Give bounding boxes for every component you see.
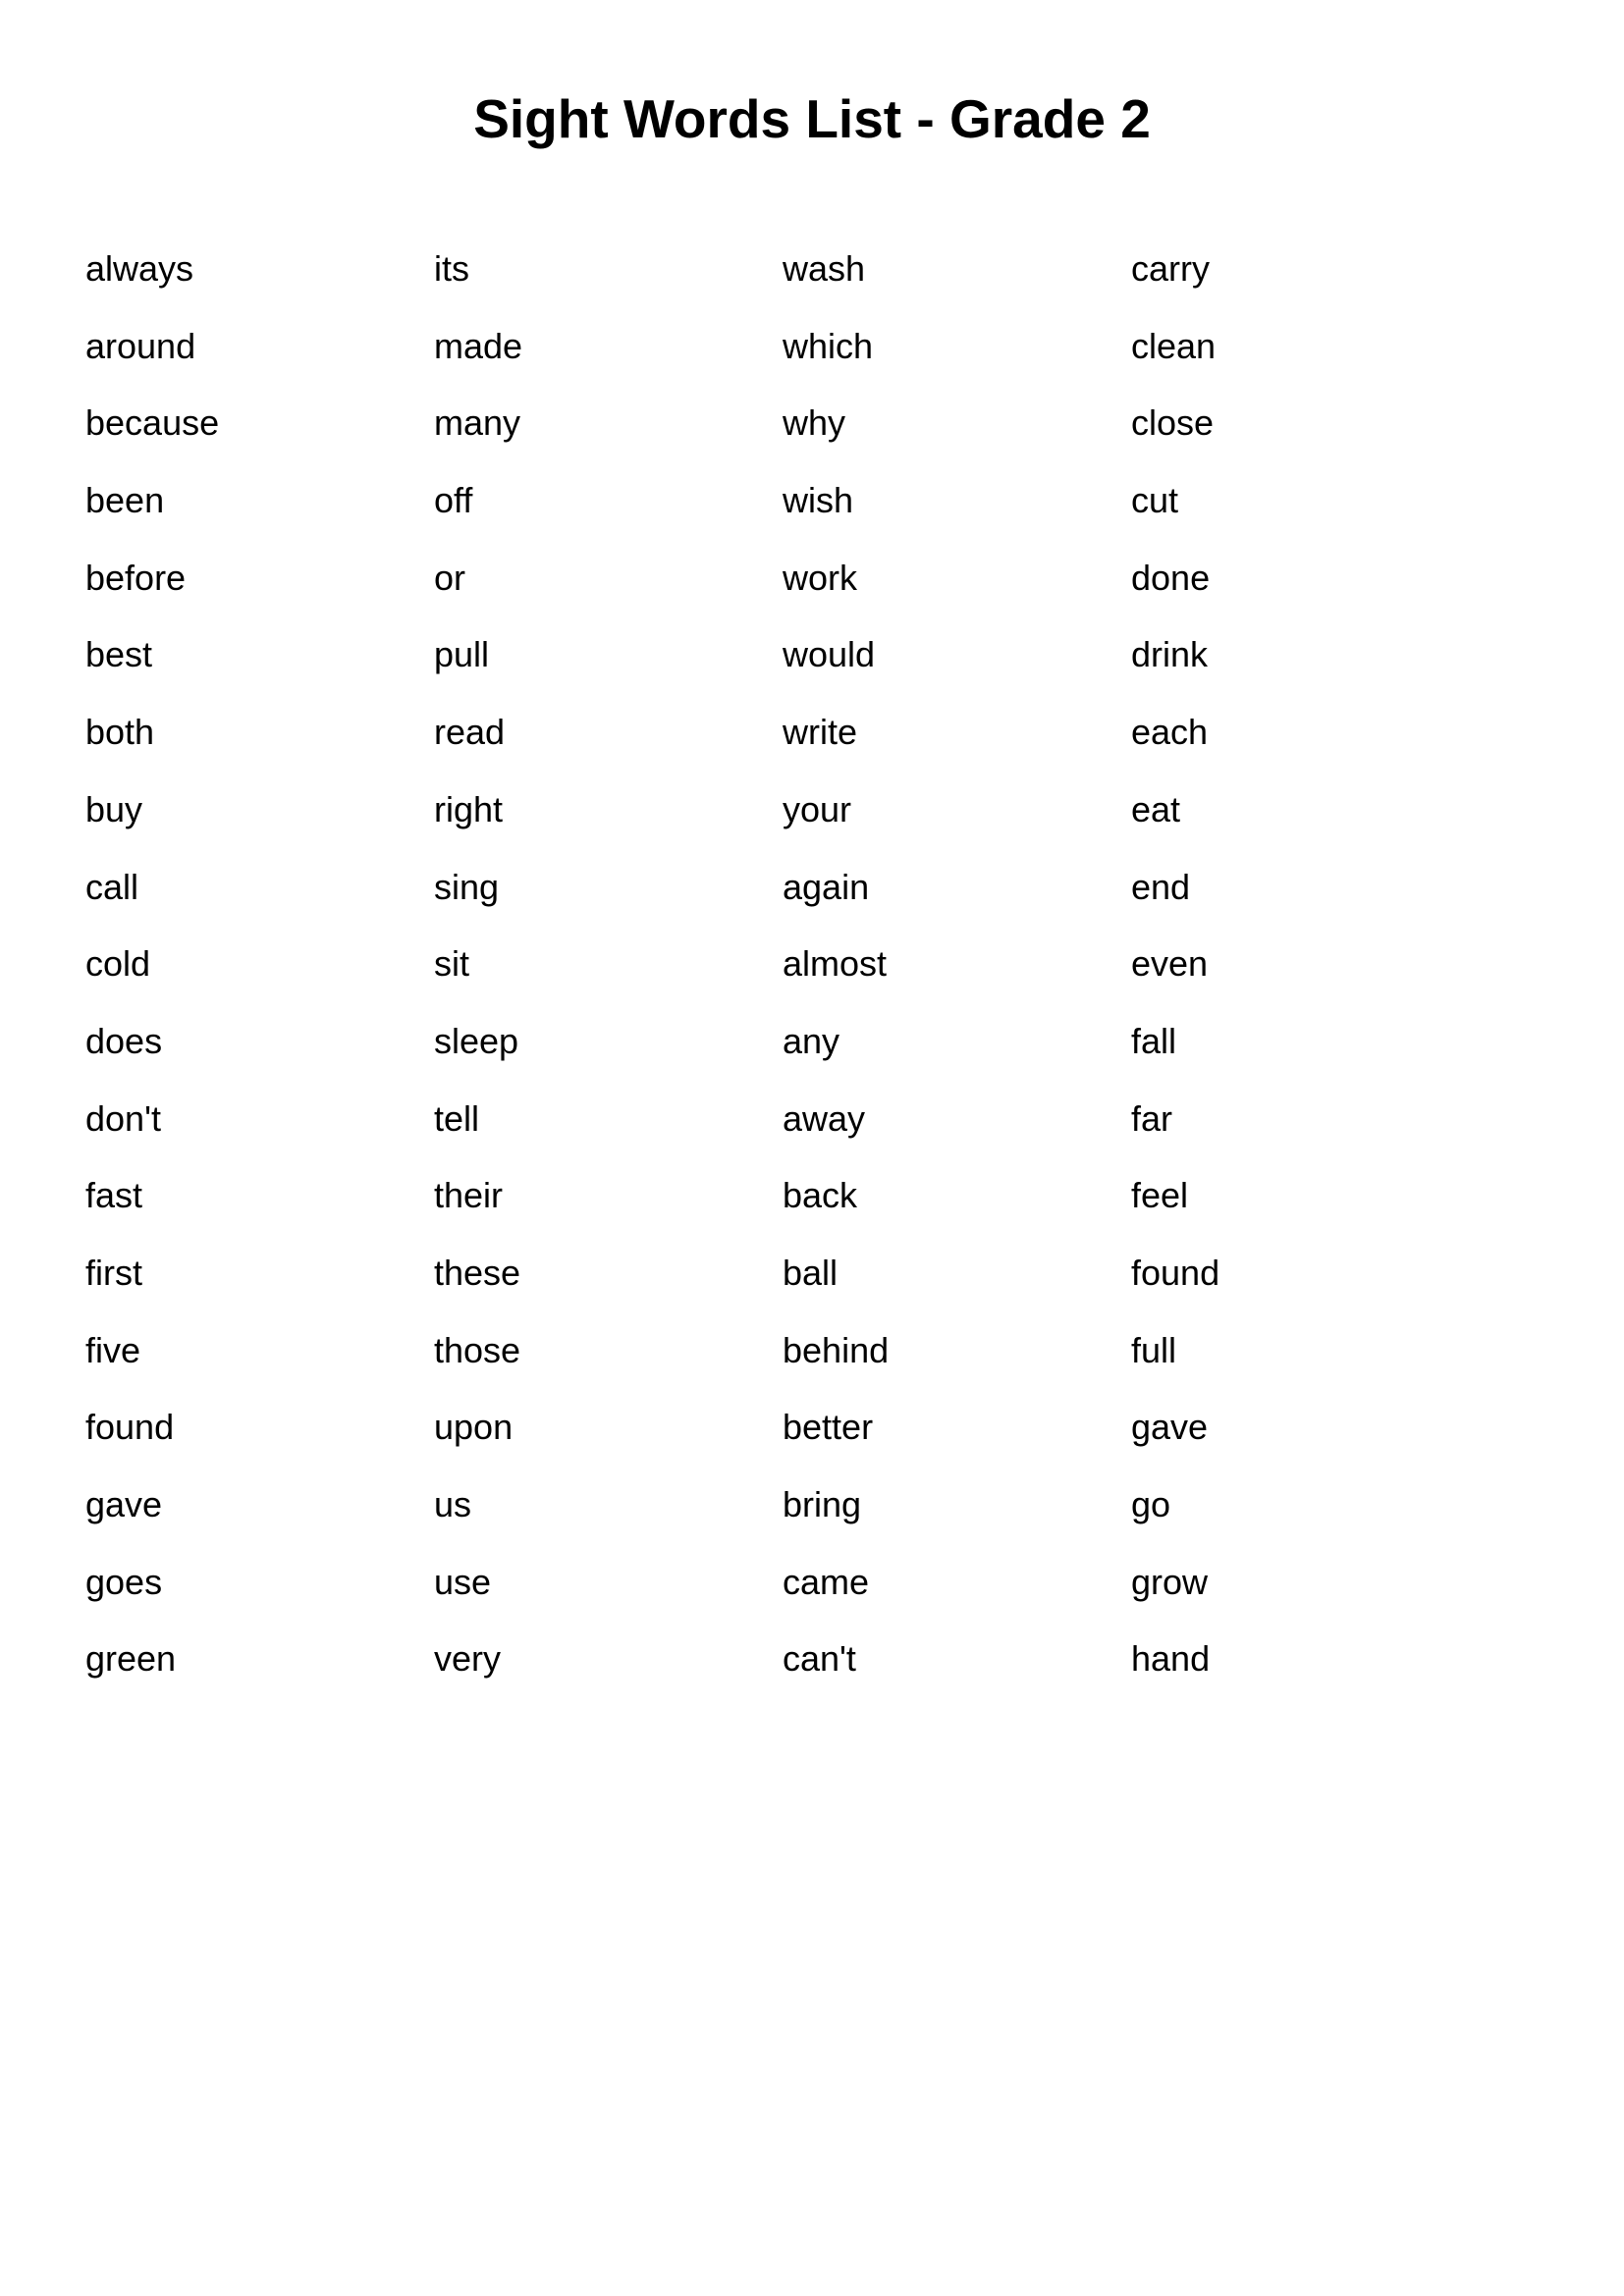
word-cell: can't: [783, 1638, 856, 1680]
word-row: [85, 631, 1480, 709]
word-cell: many: [434, 402, 521, 444]
word-cell: any: [783, 1020, 840, 1061]
word-cell: pull: [434, 634, 490, 675]
word-cell: read: [434, 712, 506, 753]
word-row: [85, 940, 1480, 1018]
word-row: [85, 1635, 1480, 1713]
word-row: [85, 323, 1480, 400]
word-row: [85, 1481, 1480, 1559]
word-row: [85, 400, 1480, 477]
word-cell: each: [1131, 712, 1209, 753]
sight-word-grid: [85, 245, 1480, 1713]
word-cell: feel: [1131, 1175, 1189, 1216]
word-row: [85, 1018, 1480, 1095]
word-cell: wash: [783, 248, 866, 289]
word-cell: write: [783, 712, 858, 753]
word-cell: away: [783, 1097, 866, 1139]
word-cell: us: [434, 1484, 472, 1524]
word-cell: upon: [434, 1407, 514, 1448]
word-cell: around: [85, 325, 196, 366]
word-cell: done: [1131, 557, 1211, 598]
word-cell: came: [783, 1561, 870, 1602]
word-cell: fast: [85, 1175, 143, 1216]
word-cell: sit: [434, 943, 469, 985]
word-cell: found: [1131, 1252, 1220, 1293]
word-cell: right: [434, 788, 504, 829]
word-cell: those: [434, 1329, 521, 1370]
word-cell: don't: [85, 1097, 161, 1139]
word-cell: their: [434, 1175, 504, 1216]
word-cell: your: [783, 788, 852, 829]
word-row: [85, 1095, 1480, 1173]
word-cell: goes: [85, 1561, 163, 1602]
word-row: [85, 1250, 1480, 1327]
word-row: [85, 1559, 1480, 1636]
word-cell: gave: [1131, 1407, 1209, 1448]
word-cell: hand: [1131, 1638, 1211, 1680]
word-cell: first: [85, 1252, 142, 1293]
word-cell: gave: [85, 1484, 163, 1524]
word-cell: again: [783, 866, 870, 907]
word-cell: behind: [783, 1329, 890, 1370]
word-cell: made: [434, 325, 523, 366]
word-cell: sleep: [434, 1020, 519, 1061]
word-cell: both: [85, 712, 155, 753]
word-cell: tell: [434, 1097, 480, 1139]
word-cell: work: [783, 557, 858, 598]
word-cell: wish: [783, 480, 854, 521]
word-cell: fall: [1131, 1020, 1177, 1061]
word-cell: always: [85, 248, 194, 289]
word-cell: end: [1131, 866, 1191, 907]
word-cell: call: [85, 866, 139, 907]
word-cell: does: [85, 1020, 163, 1061]
word-row: [85, 1404, 1480, 1481]
word-cell: or: [434, 557, 466, 598]
word-cell: best: [85, 634, 153, 675]
word-row: [85, 1172, 1480, 1250]
word-cell: because: [85, 402, 220, 444]
word-cell: drink: [1131, 634, 1209, 675]
word-cell: bring: [783, 1484, 862, 1524]
word-cell: use: [434, 1561, 492, 1602]
word-cell: very: [434, 1638, 502, 1680]
word-cell: why: [783, 402, 846, 444]
word-row: [85, 709, 1480, 786]
word-cell: these: [434, 1252, 521, 1293]
word-cell: carry: [1131, 248, 1210, 289]
word-cell: clean: [1131, 325, 1217, 366]
word-cell: green: [85, 1638, 177, 1680]
word-row: [85, 786, 1480, 864]
word-cell: better: [783, 1407, 874, 1448]
word-cell: eat: [1131, 788, 1181, 829]
word-cell: ball: [783, 1252, 839, 1293]
word-cell: before: [85, 557, 187, 598]
word-cell: buy: [85, 788, 143, 829]
word-cell: go: [1131, 1484, 1171, 1524]
word-cell: sing: [434, 866, 500, 907]
word-cell: full: [1131, 1329, 1177, 1370]
word-row: [85, 245, 1480, 323]
word-row: [85, 1327, 1480, 1405]
word-row: [85, 477, 1480, 555]
word-cell: back: [783, 1175, 858, 1216]
page-title: Sight Words List - Grade 2: [473, 88, 1151, 149]
word-cell: been: [85, 480, 165, 521]
word-cell: grow: [1131, 1561, 1209, 1602]
word-cell: close: [1131, 402, 1215, 444]
word-cell: which: [783, 325, 874, 366]
word-cell: five: [85, 1329, 141, 1370]
word-cell: far: [1131, 1097, 1173, 1139]
word-cell: even: [1131, 943, 1209, 985]
word-cell: cut: [1131, 480, 1179, 521]
word-cell: almost: [783, 943, 888, 985]
word-cell: found: [85, 1407, 175, 1448]
word-cell: would: [783, 634, 876, 675]
word-row: [85, 555, 1480, 632]
word-cell: cold: [85, 943, 151, 985]
word-cell: its: [434, 248, 469, 289]
word-row: [85, 864, 1480, 941]
word-cell: off: [434, 480, 473, 521]
